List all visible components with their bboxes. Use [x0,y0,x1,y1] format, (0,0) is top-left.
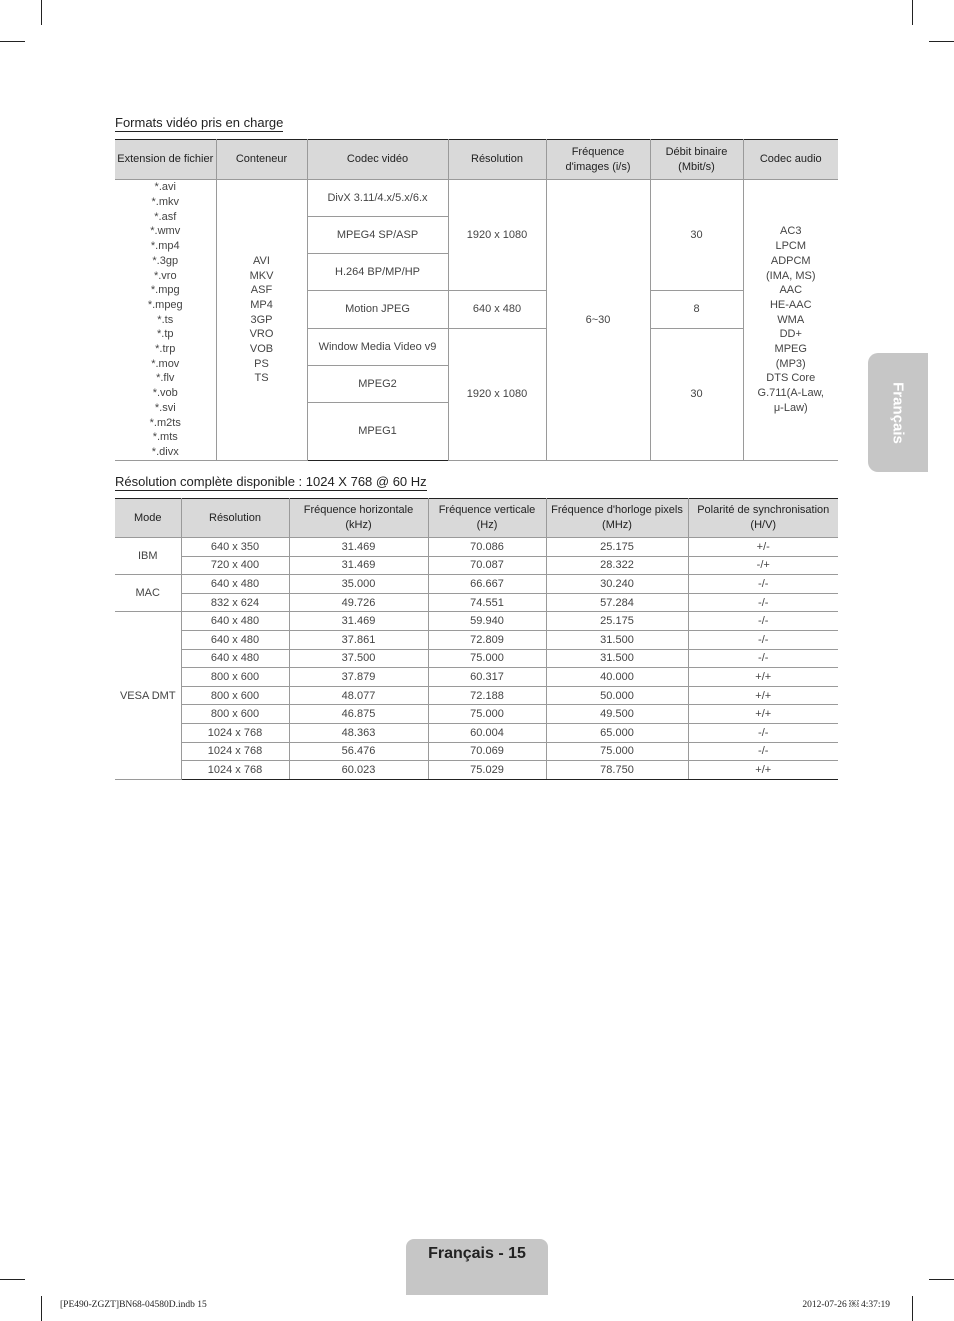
codec-cell: Motion JPEG [307,291,448,329]
table-cell: 57.284 [546,593,688,612]
table-cell: 800 x 600 [181,705,289,724]
table-cell: 800 x 600 [181,668,289,687]
table-cell: 31.469 [289,556,428,575]
page-number-tab [406,1239,548,1295]
table-cell: 59.940 [428,612,546,631]
audio-codecs-cell: AC3 LPCM ADPCM (IMA, MS) AAC HE-AAC WMA DD+ MPEG (MP3) DTS Core G.711(A-Law, μ-Law) [743,180,838,461]
table-cell: 1024 x 768 [181,761,289,780]
table-cell: 72.188 [428,686,546,705]
table-cell: 37.879 [289,668,428,687]
table-cell: 74.551 [428,593,546,612]
codec-cell: MPEG2 [307,366,448,403]
table-cell: 31.469 [289,612,428,631]
video-formats-table [115,139,838,461]
section-title-video-formats: Formats vidéo pris en charge [115,115,284,130]
page-number-label: Français - 15 [428,1245,526,1262]
table-cell: 1024 x 768 [181,723,289,742]
table-cell: 46.875 [289,705,428,724]
table-cell: -/- [688,593,838,612]
header-resolution: Résolution [181,499,289,538]
header-sync-polarity: Polarité de synchronisation (H/V) [688,499,838,538]
resolution-cell: 1920 x 1080 [448,329,546,461]
table-cell: 72.809 [428,630,546,649]
table-cell: -/- [688,630,838,649]
table-cell: 640 x 480 [181,630,289,649]
language-side-tab-label: Français [889,381,907,444]
footer-file-info: [PE490-ZGZT]BN68-04580D.indb 15 [60,1300,207,1310]
table-cell: 640 x 480 [181,649,289,668]
header-pixel-clock: Fréquence d'horloge pixels (MHz) [546,499,688,538]
table-cell: 640 x 480 [181,575,289,594]
table-cell: -/- [688,612,838,631]
header-h-freq: Fréquence horizontale (kHz) [289,499,428,538]
table-cell: 30.240 [546,575,688,594]
bitrate-cell: 30 [650,180,743,291]
table-cell: 35.000 [289,575,428,594]
framerate-cell: 6~30 [546,180,650,461]
mode-cell: VESA DMT [115,612,181,779]
codec-cell: Window Media Video v9 [307,329,448,366]
codec-cell: DivX 3.11/4.x/5.x/6.x [307,180,448,217]
table-cell: 65.000 [546,723,688,742]
header-mode: Mode [115,499,181,538]
header-v-freq: Fréquence verticale (Hz) [428,499,546,538]
table-cell: 75.000 [428,649,546,668]
table-cell: -/- [688,742,838,761]
codec-cell: MPEG1 [307,403,448,461]
footer-timestamp: 2012-07-26 ￼ 4:37:19 [802,1300,890,1310]
table-cell: +/+ [688,686,838,705]
table-cell: 31.500 [546,649,688,668]
table-cell: 25.175 [546,538,688,557]
containers-cell: AVI MKV ASF MP4 3GP VRO VOB PS TS [216,180,307,461]
table-cell: 60.004 [428,723,546,742]
table-cell: 60.023 [289,761,428,780]
mode-cell: IBM [115,538,181,575]
header-extension: Extension de fichier [115,140,216,180]
header-bitrate: Débit binaire (Mbit/s) [650,140,743,180]
table-cell: 49.726 [289,593,428,612]
table-cell: 48.077 [289,686,428,705]
table-cell: 50.000 [546,686,688,705]
header-container: Conteneur [216,140,307,180]
resolution-cell: 1920 x 1080 [448,180,546,291]
table-cell: 70.086 [428,538,546,557]
table-cell: +/+ [688,705,838,724]
table-cell: 75.000 [428,705,546,724]
table-cell: 75.000 [546,742,688,761]
bitrate-cell: 8 [650,291,743,329]
table-cell: 70.069 [428,742,546,761]
header-video-codec: Codec vidéo [307,140,448,180]
table-cell: 78.750 [546,761,688,780]
table-cell: +/+ [688,761,838,780]
extensions-cell: *.avi *.mkv *.asf *.wmv *.mp4 *.3gp *.vro *.mpg *.mpeg *.ts *.tp *.trp *.mov *.flv *.vob *.svi *.m2ts *.mts *.divx [115,180,216,461]
table-cell: 832 x 624 [181,593,289,612]
table-cell: 70.087 [428,556,546,575]
table-cell: 1024 x 768 [181,742,289,761]
table-cell: 28.322 [546,556,688,575]
resolution-cell: 640 x 480 [448,291,546,329]
table-cell: 56.476 [289,742,428,761]
table-cell: 31.500 [546,630,688,649]
language-side-tab [868,353,928,472]
resolution-table [115,498,838,780]
table-cell: 37.861 [289,630,428,649]
codec-cell: MPEG4 SP/ASP [307,217,448,254]
table-cell: 31.469 [289,538,428,557]
table-cell: 640 x 350 [181,538,289,557]
header-framerate: Fréquence d'images (i/s) [546,140,650,180]
table-cell: 48.363 [289,723,428,742]
header-resolution: Résolution [448,140,546,180]
table-cell: -/- [688,575,838,594]
table-cell: 720 x 400 [181,556,289,575]
table-cell: 40.000 [546,668,688,687]
table-cell: -/+ [688,556,838,575]
header-audio-codec: Codec audio [743,140,838,180]
table-cell: 37.500 [289,649,428,668]
table-cell: 25.175 [546,612,688,631]
table-cell: 49.500 [546,705,688,724]
table-cell: 66.667 [428,575,546,594]
bitrate-cell: 30 [650,329,743,461]
table-cell: +/- [688,538,838,557]
table-cell: 640 x 480 [181,612,289,631]
section-title-resolution: Résolution complète disponible : 1024 X 768 @ 60 Hz [115,474,427,489]
table-cell: 60.317 [428,668,546,687]
table-cell: 800 x 600 [181,686,289,705]
table-cell: +/+ [688,668,838,687]
table-cell: -/- [688,649,838,668]
table-cell: 75.029 [428,761,546,780]
mode-cell: MAC [115,575,181,612]
table-cell: -/- [688,723,838,742]
codec-cell: H.264 BP/MP/HP [307,254,448,291]
